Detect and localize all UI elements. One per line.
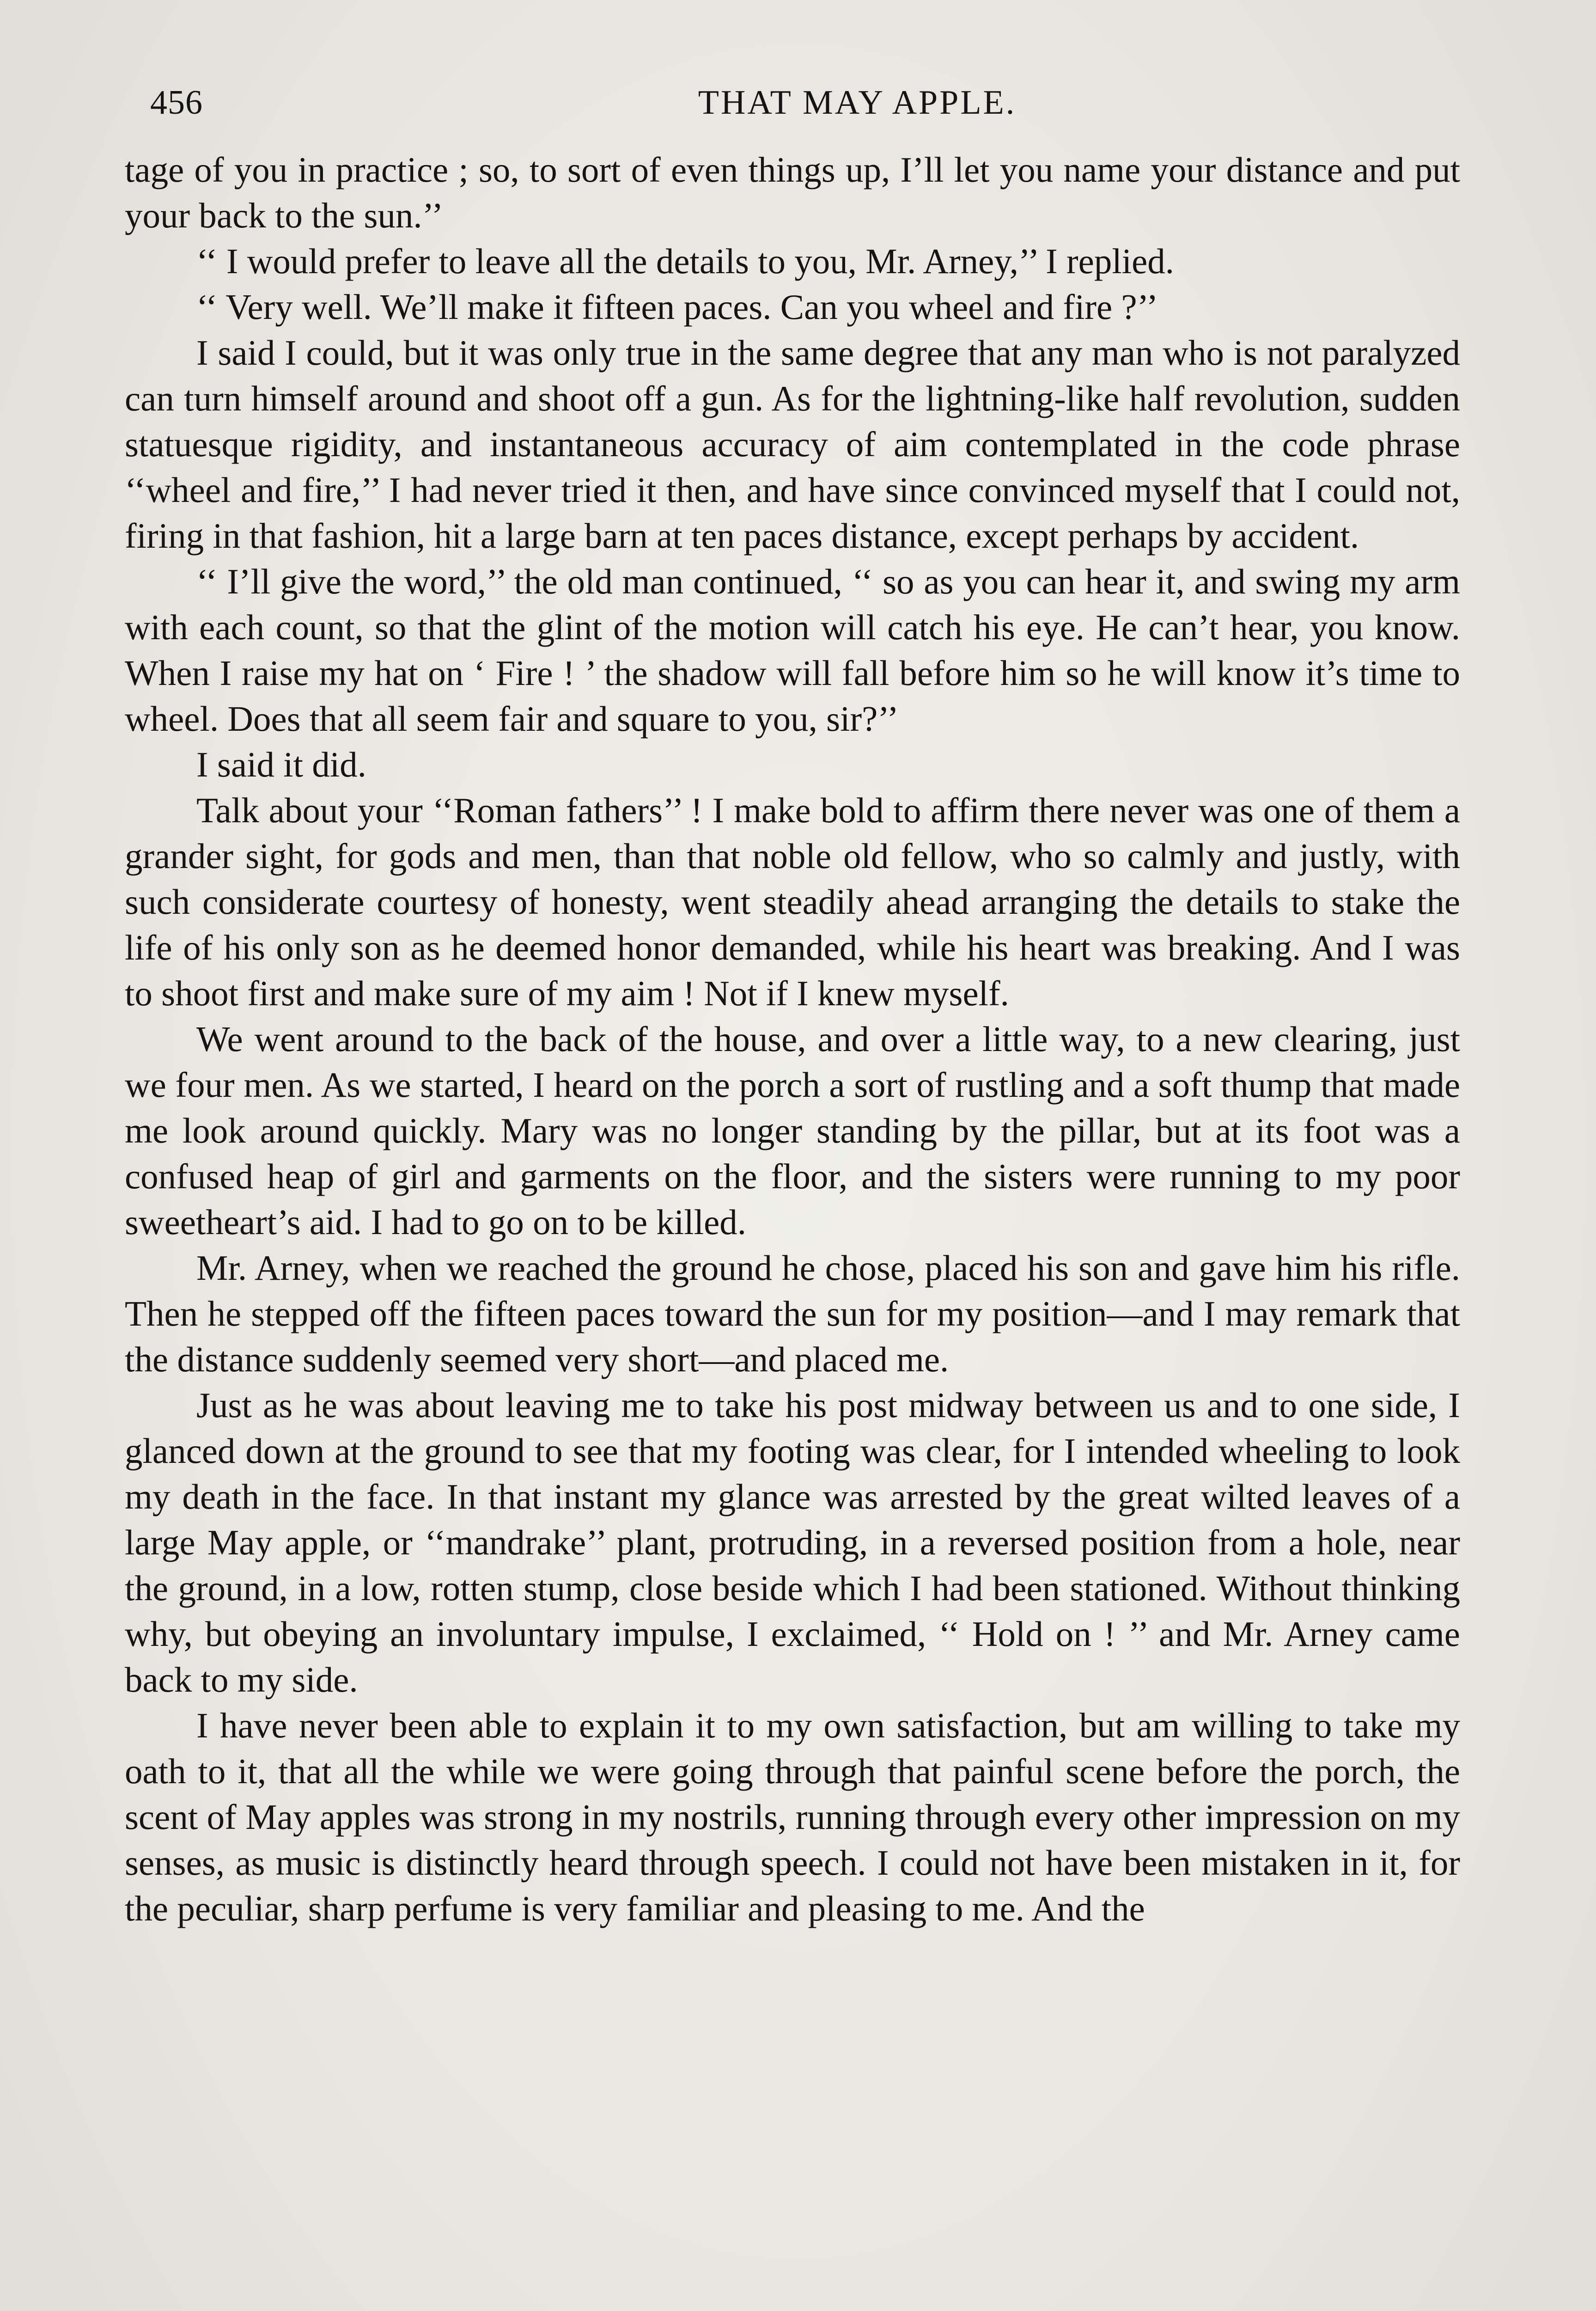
page-number: 456 [150,84,203,122]
paragraph: Just as he was about leaving me to take his post midway between us and to one side, I glanced down at the ground to see that my footing was clear, for I intended wheeling to look my death in the face. In that instant my glance was arrested by the great wilted leaves of a large May apple, or ‘‘mandrake’’ plant, protruding, in a reversed position from a hole, near the ground, in a low, rotten stump, close beside which I had been stationed. Without thinking why, but obeying an involuntary impulse, I exclaimed, ‘‘ Hold on ! ’’ and Mr. Arney came back to my side. [125,1385,1460,1700]
paragraph: Talk about your ‘‘Roman fathers’’ ! I make bold to affirm there never was one of them a grander sight, for gods and men, than that noble old fellow, who so calmly and justly, with such considerate courtesy of honesty, went steadily ahead arranging the details to stake the life of his only son as he deemed honor demanded, while his heart was breaking. And I was to shoot first and make sure of my aim ! Not if I knew myself. [125,790,1460,1013]
running-title: THAT MAY APPLE. [698,84,1017,122]
paragraph: ‘‘ I would prefer to leave all the details to you, Mr. Arney,’’ I replied. [196,241,1175,281]
paragraph: I said it did. [196,745,366,784]
paragraph: We went around to the back of the house, and over a little way, to a new clearing, just we four men. As we started, I heard on the porch a sort of rustling and a soft thump that made me look around quickly. Mary was no longer standing by the pillar, but at its foot was a confused heap of girl and garments on the floor, and the sisters were running to my poor sweetheart’s aid. I had to go on to be killed. [125,1019,1460,1242]
paragraph: Mr. Arney, when we reached the ground he chose, placed his son and gave him his rifle. Then he stepped off the fifteen paces toward the sun for my position—and I may remark that the distance suddenly seemed very short—and placed me. [125,1248,1460,1379]
paragraph: I have never been able to explain it to my own satisfaction, but am willing to take my oath to it, that all the while we were going through that painful scene before the porch, the scent of May apples was strong in my nostrils, running through every other impression on my senses, as music is distinctly heard through speech. I could not have been mistaken in it, for the peculiar, sharp perfume is very familiar and pleasing to me. And the [125,1706,1460,1928]
paragraph: ‘‘ Very well. We’ll make it fifteen paces. Can you wheel and fire ?’’ [196,287,1158,327]
paragraph: I said I could, but it was only true in the same degree that any man who is not paralyzed can turn himself around and shoot off a gun. As for the lightning-like half revolution, sudden statuesque rigidity, and instantaneous accuracy of aim contemplated in the code phrase ‘‘wheel and fire,’’ I had never tried it then, and have since convinced myself that I could not, firing in that fashion, hit a large barn at ten paces distance, except perhaps by accident. [125,333,1460,556]
body-text [125,147,1460,1932]
paragraph: ‘‘ I’ll give the word,’’ the old man continued, ‘‘ so as you can hear it, and swing my arm with each count, so that the glint of the motion will catch his eye. He can’t hear, you know. When I raise my hat on ‘ Fire ! ’ the shadow will fall before him so he will know it’s time to wheel. Does that all seem fair and square to you, sir?’’ [125,562,1460,739]
page-header [150,79,1453,129]
paragraph: tage of you in practice ; so, to sort of even things up, I’ll let you name your distance and put your back to the sun.’’ [125,150,1460,235]
